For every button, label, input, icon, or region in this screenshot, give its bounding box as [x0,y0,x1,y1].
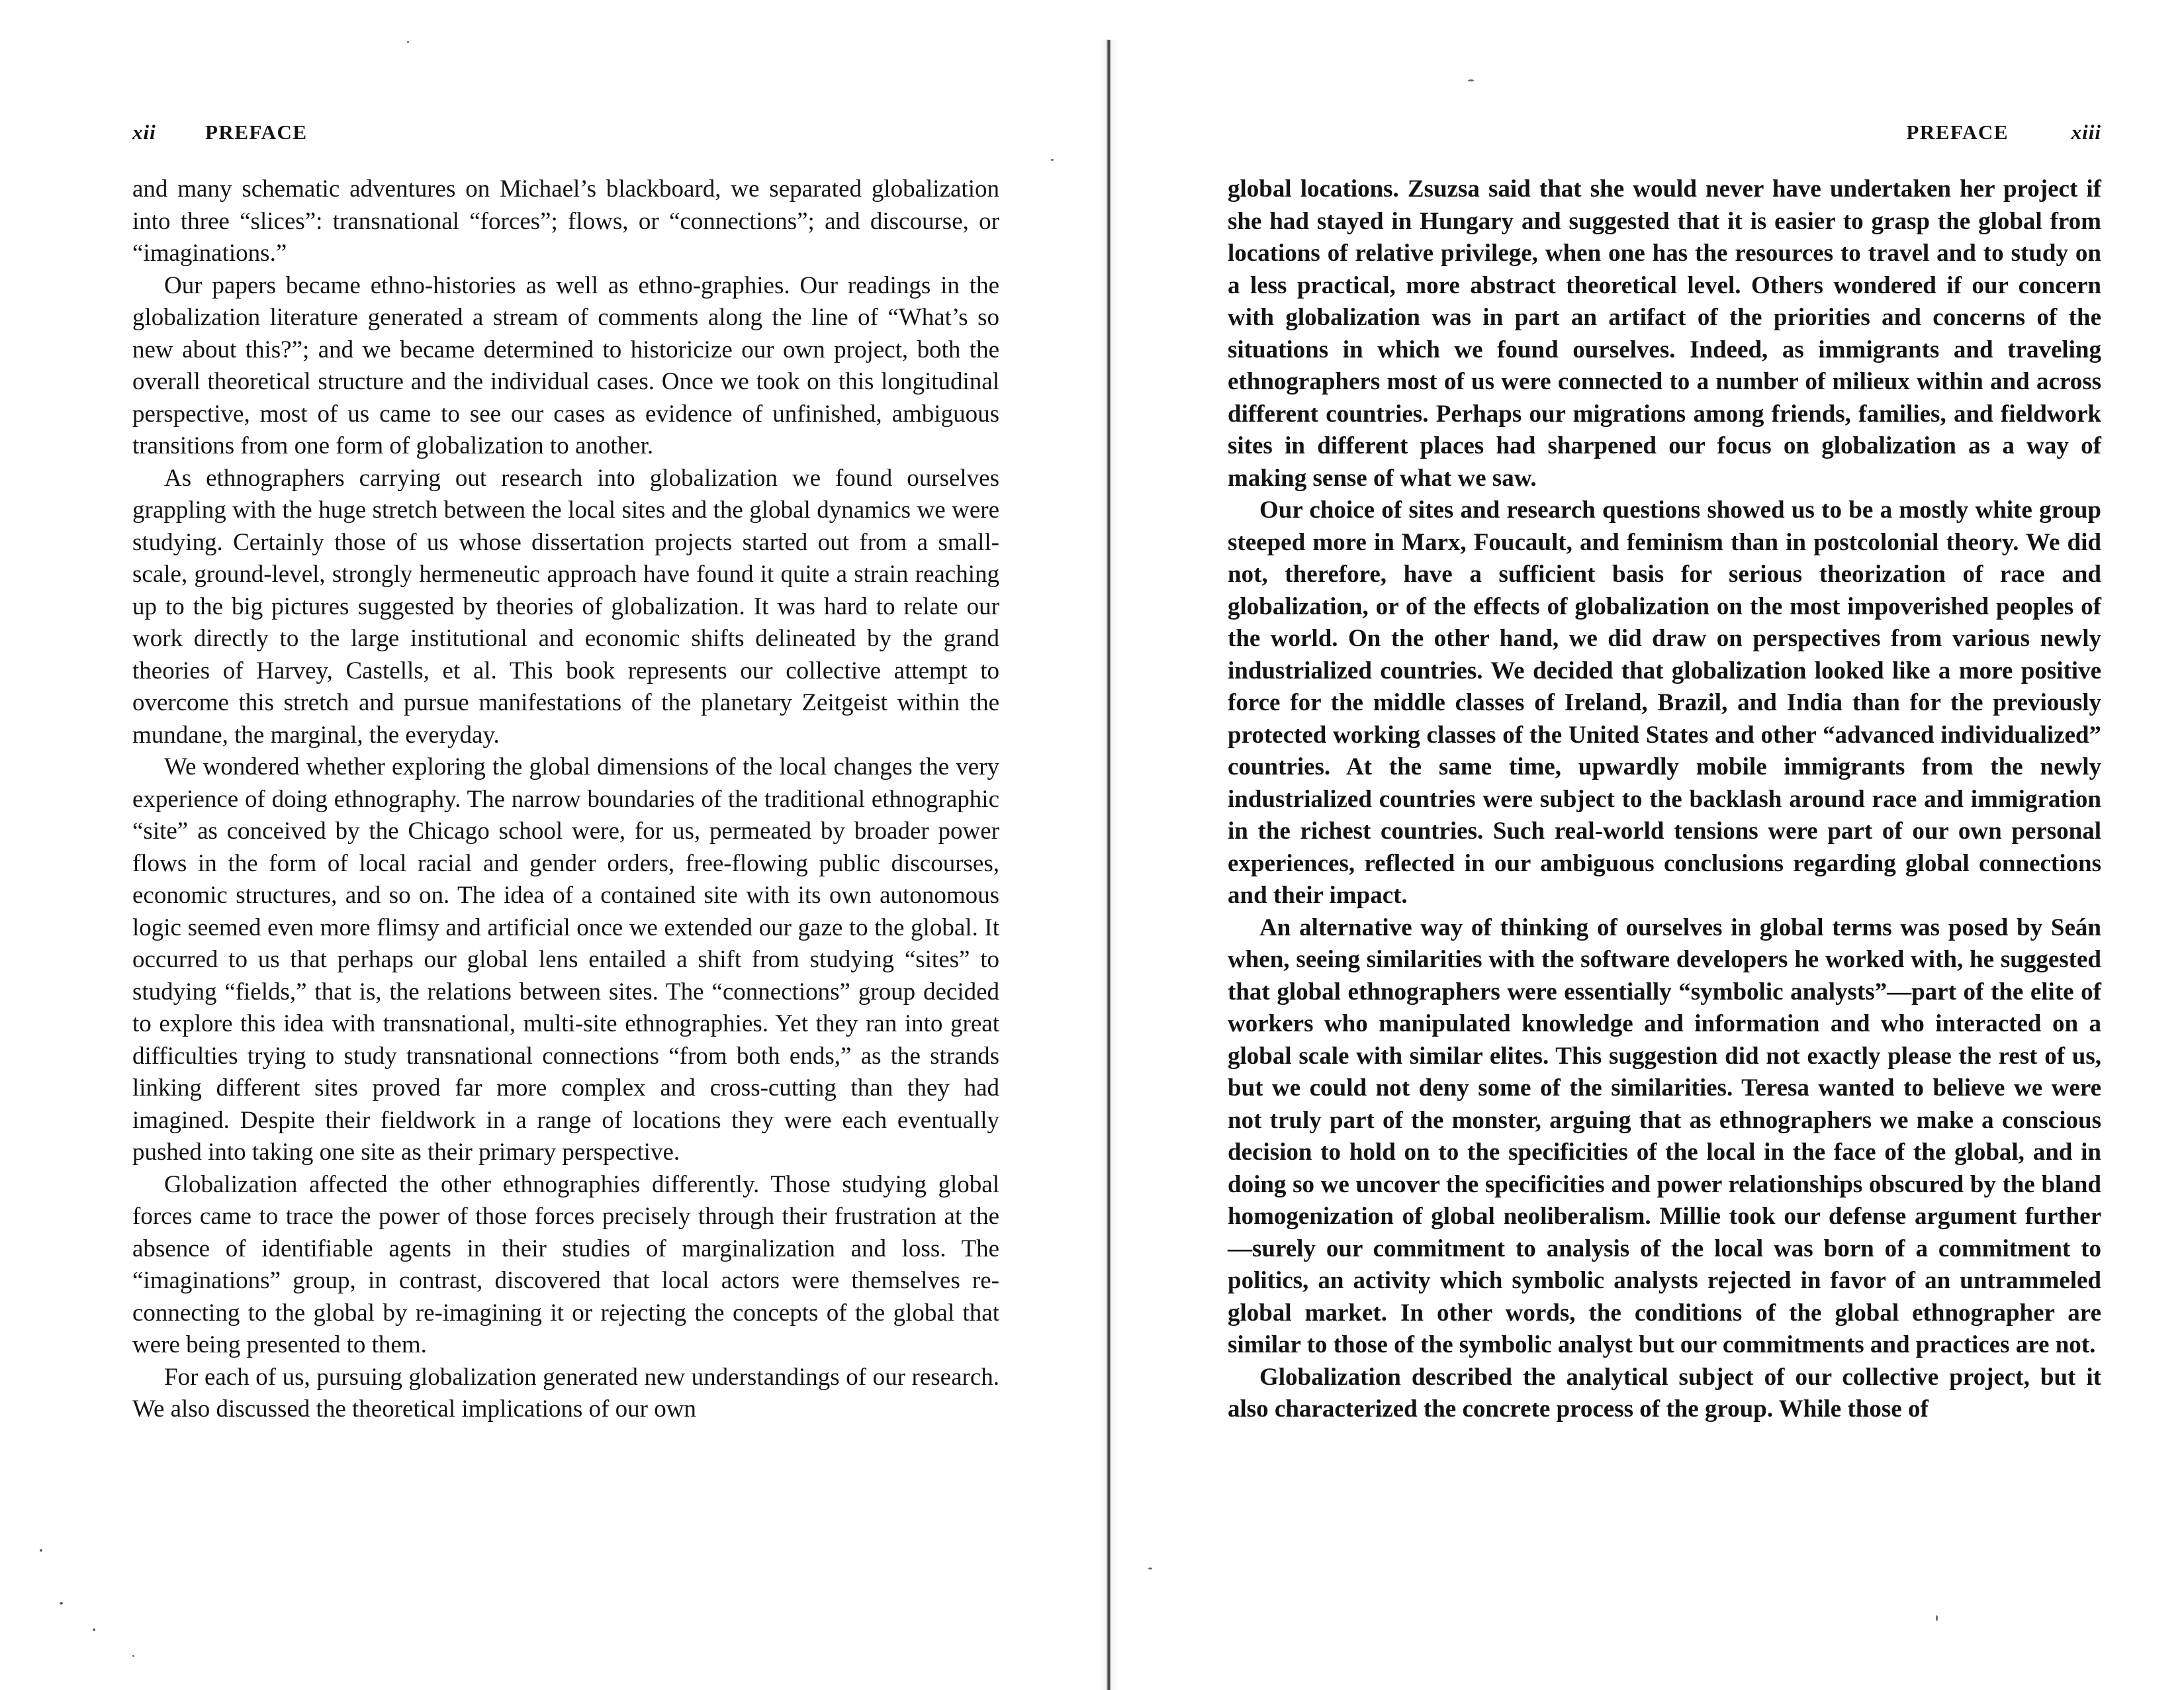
paragraph: We wondered whether exploring the global dimensions of the local changes the very experience of doing ethnography. The narrow boundaries of the traditional ethnographic “site” as conceived by the Chicago school were, for us, permeated by broader power flows in the form of local racial and gender orders, free-flowing public discourses, economic structures, and so on. The idea of a contained site with its own autonomous logic seemed even more flimsy and artificial once we extended our gaze to the global. It occurred to us that perhaps our global lens entailed a shift from studying “sites” to studying “fields,” that is, the relations between sites. The “connections” group decided to explore this idea with transnational, multi-site ethnographies. Yet they ran into great difficulties trying to study transnational connections “from both ends,” as the strands linking different sites proved far more complex and cross-cutting than they had imagined. Despite their fieldwork in a range of locations they were each eventually pushed into taking one site as their primary perspective. [132,753,999,1166]
paragraph: Our choice of sites and research questions showed us to be a mostly white group steeped more in Marx, Foucault, and feminism than in postcolonial theory. We did not, therefore, have a sufficient basis for serious theorization of race and globalization, or of the effects of globalization on the most impoverished peoples of the world. On the other hand, we did draw on perspectives from various newly industrialized countries. We decided that globalization looked like a more positive force for the middle classes of Ireland, Brazil, and India than for the previously protected working classes of the United States and other “advanced individualized” countries. At the same time, upwardly mobile immigrants from the newly industrialized countries were subject to the backlash around race and immigration in the richest countries. Such real-world tensions were part of our own personal experiences, reflected in our ambiguous conclusions regarding global connections and their impact. [1228,496,2101,909]
paragraph: For each of us, pursuing globalization generated new understandings of our research. We also discussed the theoretical implications of our own [132,1363,999,1423]
right-running-head: PREFACE [1906,120,2009,144]
right-page-body [1228,173,2101,1426]
scan-speck [40,1549,42,1552]
paragraph: Our papers became ethno-histories as well as ethno-graphies. Our readings in the globalization literature generated a stream of comments along the line of “What’s so new about this?”; and we became determined to historicize our own project, both the overall theoretical structure and the individual cases. Once we took on this longitudinal perspective, most of us came to see our cases as evidence of unfinished, ambiguous transitions from one form of globalization to another. [132,271,999,459]
scan-speck [60,1602,63,1605]
scan-speck [1148,1568,1152,1570]
left-running-head: PREFACE [205,120,308,144]
paragraph: As ethnographers carrying out research into globalization we found ourselves grappling with the huge stretch between the local sites and the global dynamics we were studying. Certainly those of us whose dissertation projects started out from a small-scale, ground-level, strongly hermeneutic approach have found it quite a strain reaching up to the big pictures suggested by theories of globalization. It was hard to relate our work directly to the large institutional and economic shifts delineated by the grand theories of Harvey, Castells, et al. This book represents our collective attempt to overcome this stretch and pursue manifestations of the planetary Zeitgeist within the mundane, the marginal, the everyday. [132,464,999,749]
right-page-number: xiii [2071,120,2101,144]
book-gutter [1107,40,1111,1690]
left-page [132,0,999,1690]
scan-speck [1051,159,1054,161]
left-page-body [132,173,999,1426]
paragraph: Globalization described the analytical subject of our collective project, but it also characterized the concrete process of the group. While those of [1228,1363,2101,1423]
paragraph: and many schematic adventures on Michael’s blackboard, we separated globalization into three “slices”: transnational “forces”; flows, or “connections”; and discourse, or “imaginations.” [132,175,999,267]
left-page-header [132,120,999,147]
right-page [1228,0,2101,1690]
paragraph: Globalization affected the other ethnographies differently. Those studying global forces came to trace the power of those forces precisely through their frustration at the absence of identifiable agents in their studies of marginalization and loss. The “imaginations” group, in contrast, discovered that local actors were themselves re-connecting to the global by re-imagining it or rejecting the concepts of the global that were being presented to them. [132,1170,999,1358]
right-page-header [1228,120,2101,147]
paragraph: An alternative way of thinking of ourselves in global terms was posed by Seán when, seeing similarities with the software developers he worked with, he suggested that global ethnographers were essentially “symbolic analysts”—part of the elite of workers who manipulated knowledge and information and who interacted on a global scale with similar elites. This suggestion did not exactly please the rest of us, but we could not deny some of the similarities. Teresa wanted to believe we were not truly part of the monster, arguing that as ethnographers we make a conscious decision to hold on to the specificities of the local in the face of the global, and in doing so we uncover the specificities and power relationships obscured by the bland homogenization of global neoliberalism. Millie took our defense argument further—surely our commitment to analysis of the local was born of a commitment to politics, an activity which symbolic analysts rejected in favor of an untrammeled global market. In other words, the conditions of the global ethnographer are similar to those of the symbolic analyst but our commitments and practices are not. [1228,914,2101,1358]
paragraph: global locations. Zsuzsa said that she would never have undertaken her project if she had stayed in Hungary and suggested that it is easier to grasp the global from locations of relative privilege, when one has the resources to travel and to study on a less practical, more abstract theoretical level. Others wondered if our concern with globalization was in part an artifact of the priorities and concerns of the situations in which we found ourselves. Indeed, as immigrants and traveling ethnographers most of us were connected to a number of milieux within and across different countries. Perhaps our migrations among friends, families, and fieldwork sites in different places had sharpened our focus on globalization as a way of making sense of what we saw. [1228,175,2101,492]
scan-speck [93,1628,95,1631]
left-page-number: xii [132,120,156,144]
